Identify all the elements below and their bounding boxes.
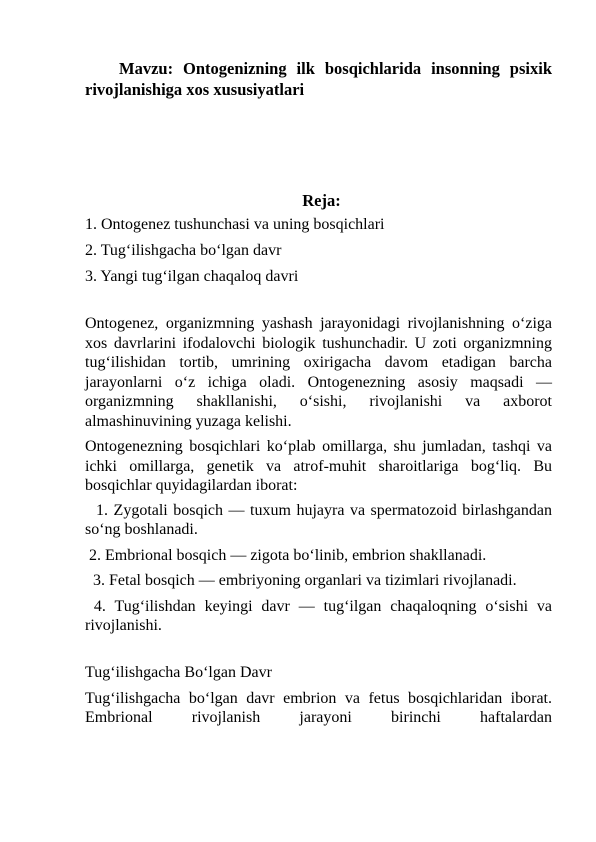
paragraph-ontogenez-definition: Ontogenez, organizmning yashash jarayonidagi rivojlanishning o‘ziga xos davrlarini ifodalovchi biologik tushunchadir. U zoti organizmning tug‘ilishidan tortib, umrining oxirigacha davom etadigan barcha jarayonlarni o‘z ichiga oladi. Ontogenezning asosiy maqsadi — organizmning shakllanishi, o‘sishi, rivojlanishi va axborot almashinuvining yuzaga kelishi.: [85, 315, 552, 430]
document-page: [85, 58, 557, 728]
plan-item: 1. Ontogenez tushunchasi va uning bosqichlari: [85, 216, 385, 233]
plan-item: 3. Yangi tug‘ilgan chaqaloq davri: [85, 268, 299, 285]
document-title: Mavzu: Ontogenizning ilk bosqichlarida insonning psixik rivojlanishiga xos xususiyatlari: [85, 59, 552, 99]
stage-item: 3. Fetal bosqich — embriyoning organlari va tizimlari rivojlanadi.: [85, 572, 517, 589]
plan-list: [85, 215, 552, 287]
plan-item: 2. Tug‘ilishgacha bo‘lgan davr: [85, 242, 282, 259]
stage-item: 4. Tug‘ilishdan keyingi davr — tug‘ilgan chaqaloqning o‘sishi va rivojlanishi.: [85, 597, 557, 634]
stage-item: 2. Embrional bosqich — zigota bo‘linib, embrion shakllanadi.: [85, 546, 487, 564]
stage-item: 1. Zygotali bosqich — tuxum hujayra va spermatozoid birlashgandan so‘ng boshlanadi.: [85, 501, 557, 538]
paragraph-ontogenez-stages-intro: Ontogenezning bosqichlari ko‘plab omillarga, shu jumladan, tashqi va ichki omillarga, genetik va atrof-muhit sharoitlariga bog‘liq. Bu bosqichlar quyidagilardan iborat:: [85, 438, 552, 494]
plan-heading: Reja:: [302, 191, 341, 210]
paragraph-prenatal-period: Tug‘ilishgacha bo‘lgan davr embrion va fetus bosqichlaridan iborat. Embrional rivojlanish jarayoni birinchi haftalardan: [85, 689, 552, 726]
section-heading: Tug‘ilishgacha Bo‘lgan Davr: [85, 663, 272, 681]
